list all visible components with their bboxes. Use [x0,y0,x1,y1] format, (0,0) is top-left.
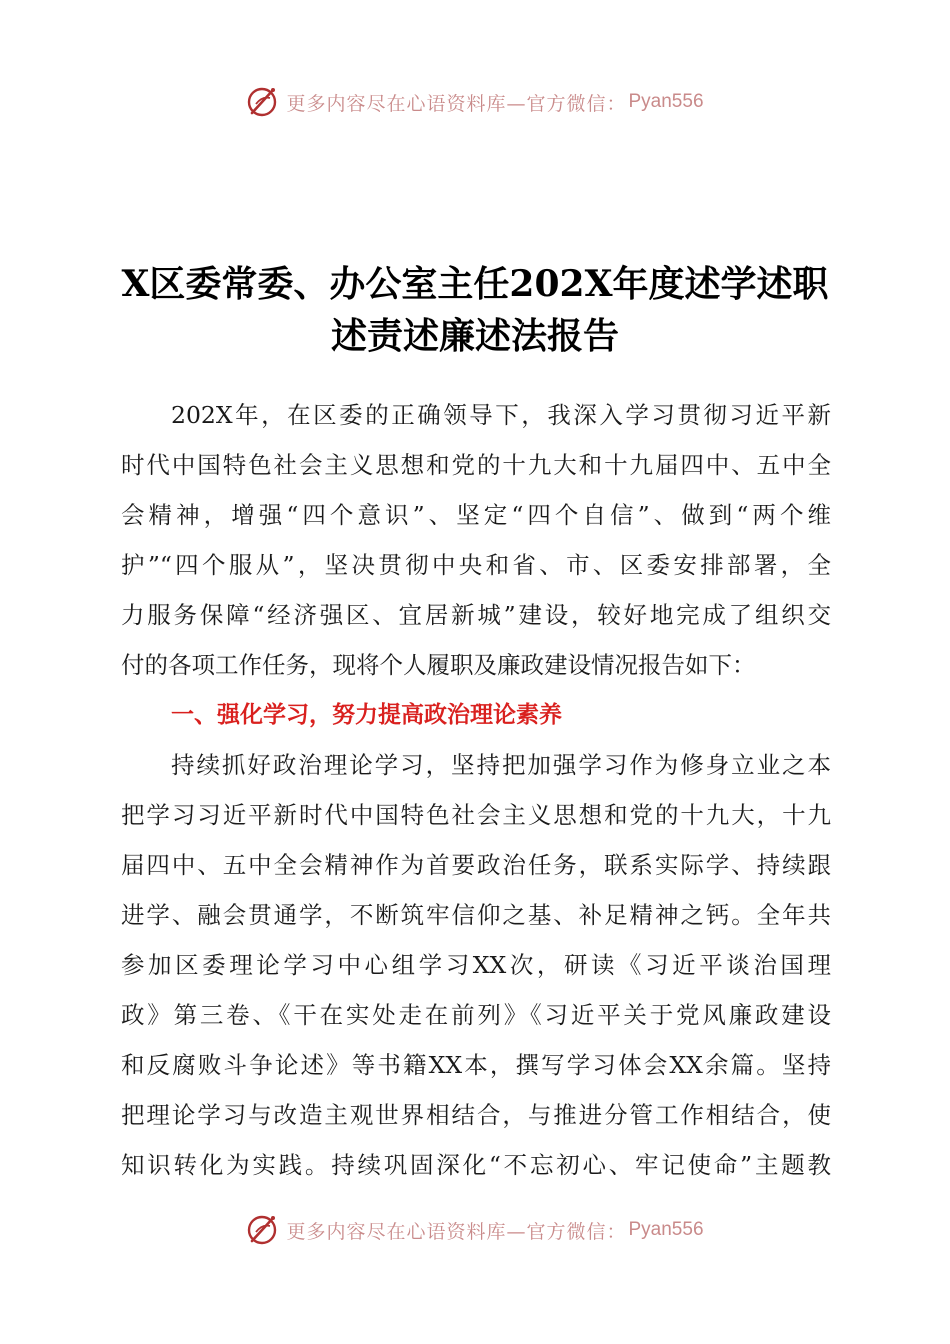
text-line: 付的各项工作任务，现将个人履职及廉政建设情况报告如下： [121,651,756,679]
document-body [121,390,831,1190]
section-heading: 一、强化学习，努力提高政治理论素养 [171,702,562,728]
text-line: 知识转化为实践。持续巩固深化“不忘初心、牢记使命”主题教 [121,1151,831,1179]
intro-paragraph [121,390,831,690]
text-line: 持续抓好政治理论学习，坚持把加强学习作为修身立业之本 [171,751,831,779]
text-line: 把理论学习与改造主观世界相结合，与推进分管工作相结合，使 [121,1101,831,1129]
watermark-text: 更多内容尽在心语资料库—官方微信： [286,1220,627,1243]
pen-logo-icon [246,85,280,119]
watermark-banner-top [0,82,950,122]
text-line: 护”“四个服从”，坚决贯彻中央和省、市、区委安排部署，全 [121,551,831,579]
watermark-banner-bottom [0,1210,950,1250]
pen-logo-icon [246,1213,280,1247]
text-line: 把学习习近平新时代中国特色社会主义思想和党的十九大，十九 [121,801,831,829]
section-1-paragraph [121,740,831,1190]
text-line: 政》第三卷、《干在实处走在前列》《习近平关于党风廉政建设 [121,1001,831,1029]
watermark-text: 更多内容尽在心语资料库—官方微信： [286,92,627,115]
text-line: 进学、融会贯通学，不断筑牢信仰之基、补足精神之钙。全年共 [121,901,831,929]
text-line: 参加区委理论学习中心组学习XX次，研读《习近平谈治国理 [121,951,831,979]
watermark-wechat-id: Pyan556 [628,91,704,112]
text-line: 202X年，在区委的正确领导下，我深入学习贯彻习近平新 [171,401,831,429]
document-title-line-1: X区委常委、办公室主任202X年度述学述职 [121,263,829,305]
document-title-line-2: 述责述廉述法报告 [330,315,619,357]
text-line: 和反腐败斗争论述》等书籍XX本，撰写学习体会XX余篇。坚持 [121,1051,831,1079]
text-line: 会精神，增强“四个意识”、坚定“四个自信”、做到“两个维 [121,501,831,529]
text-line: 时代中国特色社会主义思想和党的十九大和十九届四中、五中全 [121,451,831,479]
watermark-wechat-id: Pyan556 [628,1219,704,1240]
text-line: 届四中、五中全会精神作为首要政治任务，联系实际学、持续跟 [121,851,831,879]
text-line: 力服务保障“经济强区、宜居新城”建设，较好地完成了组织交 [121,601,831,629]
